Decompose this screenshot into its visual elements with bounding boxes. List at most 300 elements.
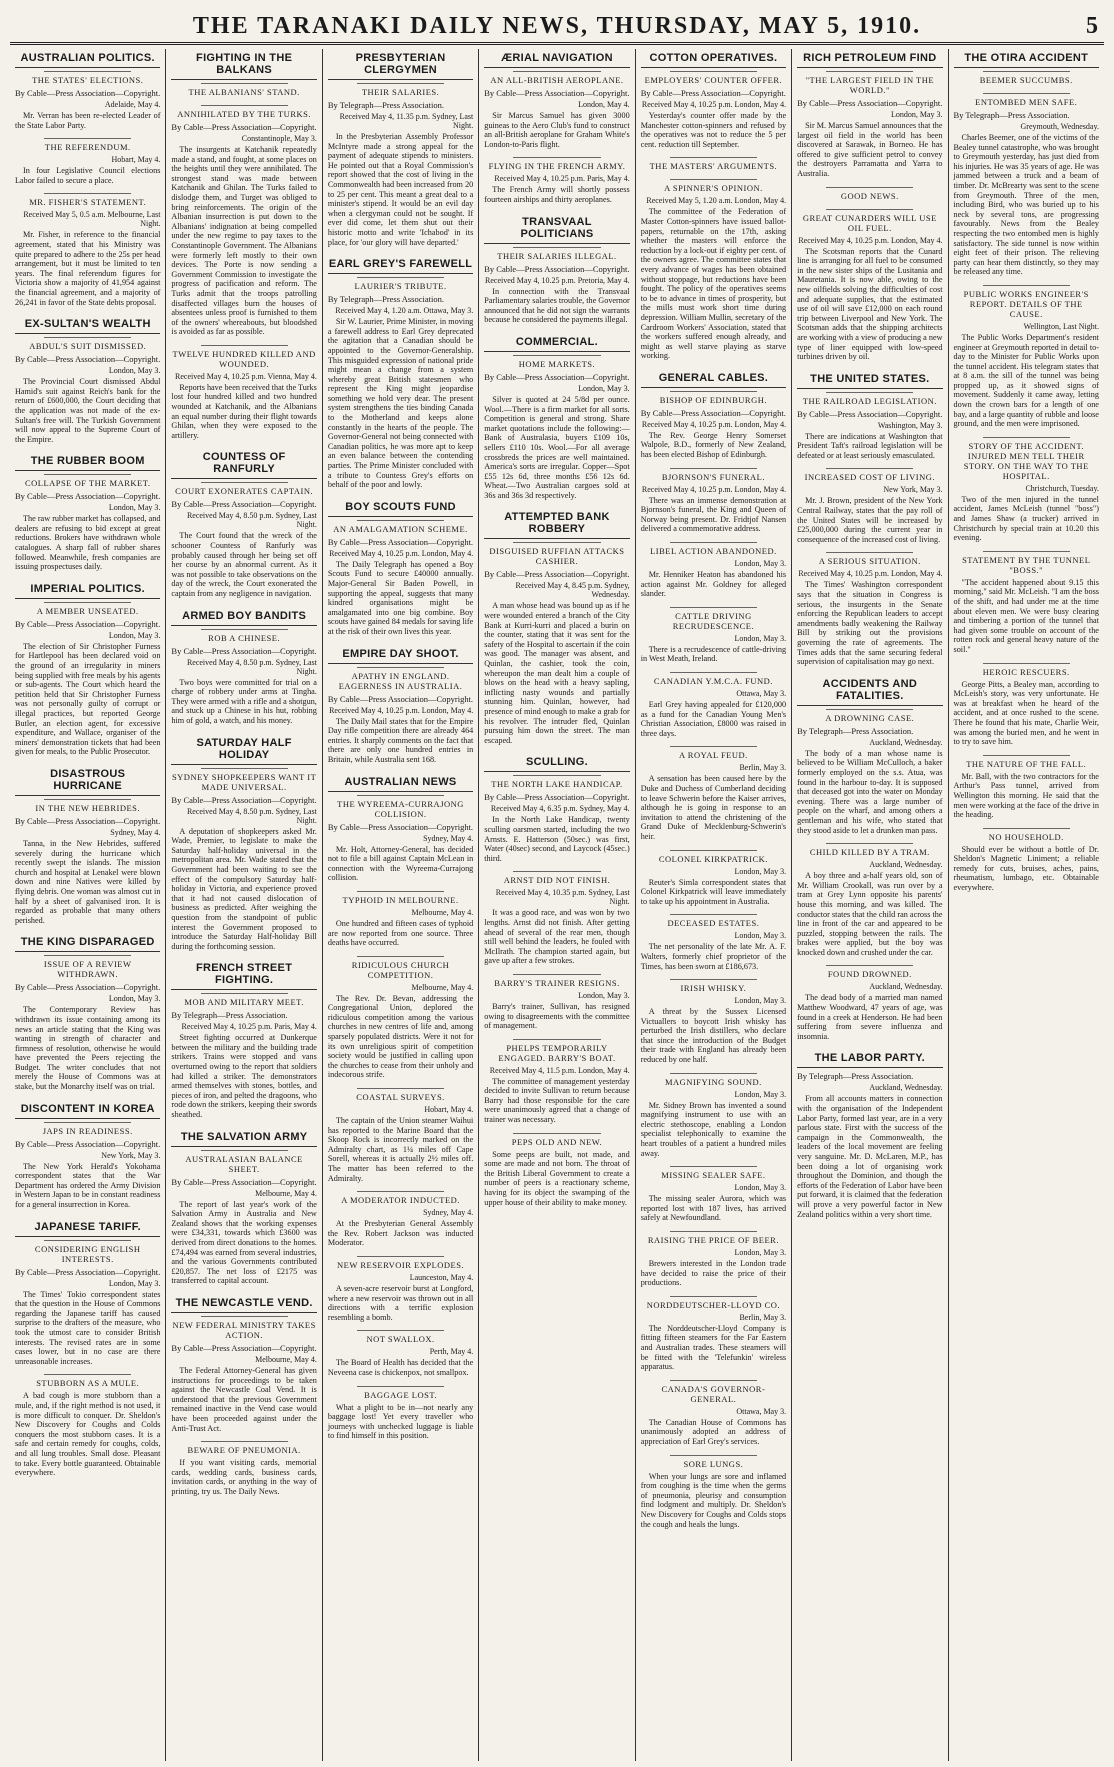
article-dateline: Received May 4, 10.25 p.m. London, May 4. [641, 419, 787, 429]
article-body: It was a good race, and was won by two lengths. Arnst did not finish. After getting ahead of several of the rear men, though still well behind the leaders, he fouled with McIlrath. The champion started again, but gave up after a few strokes. [484, 908, 630, 966]
article-body: Mr. Holt, Attorney-General, has decided not to file a bill against Captain McLean in connection with the Wyreema-Currajong collision. [327, 844, 474, 883]
article-headline: THE SALVATION ARMY [171, 1128, 316, 1147]
article [328, 891, 473, 948]
article-body: There is a recrudescence of cattle-driving in West Meath, Ireland. [640, 644, 787, 664]
article-body: Some peeps are built, not made, and some are made and not born. The throat of the British Liberal Government to create a number of peers is a reactionary scheme, having for its object the swamping of the upper house of their ability to make money. [484, 1149, 630, 1207]
article-subheading: IN THE NEW HEBRIDES. [35, 802, 141, 813]
rule-divider [983, 437, 1070, 438]
article-dateline: Received May 4, 11.35 p.m. Sydney, Last Night. [339, 112, 474, 130]
article [797, 965, 942, 1041]
article [484, 49, 629, 149]
article [954, 755, 1099, 820]
article-body: Sir M. Marcus Samuel announces that the largest oil field in the world has been discovered at Sarawak, in Borneo. He has offered to give sufficient petrol to convey the destroyers Parramatta and Yarra to Australia. [797, 121, 943, 178]
article-body: A boy three and a-half years old, son of Mr. William Crookall, was run over by a tram at Grey Lynn opposite his parents' house this morning, and was killed. The conductor states that the child ran across the line in front of the car and appeared to be puzzled, stopping between the rails. The brakes were applied, but the boy was knocked down and crushed under the car. [797, 871, 943, 957]
article [641, 1073, 786, 1159]
article-body: The Rev. George Henry Somerset Walpole, B.D., formerly of New Zealand, has been elected Bishop of Edinburgh. [640, 430, 787, 460]
article [15, 580, 160, 757]
article [641, 1380, 786, 1447]
rule-divider [513, 1039, 600, 1040]
article-body: There was an immense demonstration at Bjornson's funeral, the King and Queen of Norway being present. Dr. Fridtjof Nansen delivered a commemorative address. [640, 495, 787, 534]
article-headline: TRANSVAAL POLITICIANS [484, 213, 629, 244]
rule-divider [44, 1240, 131, 1241]
article [171, 1441, 316, 1496]
article-dateline: London, May 3. [108, 630, 161, 640]
article-headline: EX-SULTAN'S WEALTH [15, 315, 160, 334]
article [484, 1039, 629, 1125]
article-byline: By Cable—Press Association—Copyright. [484, 569, 630, 580]
rule-divider [513, 355, 600, 356]
article-subheading: BARRY'S TRAINER RESIGNS. [494, 977, 620, 988]
rule-divider [513, 775, 600, 776]
rule-divider [201, 83, 288, 84]
rule-divider [670, 1380, 757, 1381]
rule-divider [826, 392, 913, 393]
article-body: In the North Lake Handicap, twenty sculling oarsmen started, including the two Arnsts. E. Hatterson (50sec.) was first, Water (40sec) second, and Laycock (45sec.) third. [484, 815, 630, 863]
rule-divider [357, 956, 444, 957]
article-dateline: London, May 3. [734, 633, 787, 643]
article-subheading: AN ALL-BRITISH AEROPLANE. [490, 75, 624, 85]
article [328, 956, 473, 1080]
article-headline: SCULLING. [484, 753, 629, 772]
article-dateline: Received May 4, 11.5 p.m. London, May 4. [489, 1065, 630, 1075]
rule-divider [983, 551, 1070, 552]
article-headline: IMPERIAL POLITICS. [15, 580, 160, 599]
article-dateline: London, May 4. [578, 100, 630, 109]
rule-divider [670, 157, 757, 158]
article-dateline: Received May 4, 1.20 a.m. Ottawa, May 3. [335, 306, 474, 316]
article-dateline: London, May 3. [734, 931, 787, 941]
rule-divider [357, 277, 444, 278]
masthead [10, 6, 1104, 45]
article [641, 850, 786, 907]
rule-divider [826, 843, 913, 844]
article-dateline: New York, May 3. [883, 485, 943, 495]
article [171, 105, 316, 337]
article-subheading: STUBBORN AS A MULE. [36, 1378, 140, 1389]
rule-divider [670, 468, 757, 469]
article [484, 157, 629, 204]
rule-divider [513, 542, 600, 543]
article-subheading: PUBLIC WORKS ENGINEER'S REPORT. DETAILS OF THE CAUSE. [963, 288, 1089, 319]
article-body: The Norddeutscher-Lloyd Company is fitting fifteen steamers for the Far Eastern and Australian trades. These steamers will be fitted with the 'Telefunkin' wireless apparatus. [640, 1323, 787, 1372]
article-dateline: Launceston, May 4. [409, 1272, 474, 1282]
article-subheading: BEEMER SUCCUMBS. [979, 75, 1073, 85]
article-body: The New York Herald's Yokohama correspondent states that the War Department has ordered the Army Division in Western Japan to be in constant readiness for a general insurrection in Korea. [15, 1161, 161, 1210]
article-body: What a plight to be in—not nearly any baggage lost! Yet every traveller who journeys with unchecked luggage is liable to find himself in this position. [327, 1402, 474, 1441]
article-body: The Federal Attorney-General has given instructions for proceedings to be taken against the Newcastle Coal Vend. It is understood that the previous Government remained inactive in the Vend case would have been proceeded against under the Anti-Trust Act. [171, 1365, 317, 1433]
article [171, 49, 316, 97]
article-byline: By Cable—Press Association—Copyright. [327, 693, 474, 704]
article-body: The Rev. Dr. Bevan, addressing the Congregational Union, deplored the ridiculous competition among the various churches in new centres of life and, among sparsely populated districts. Were it not for its own unreligious spirit of competition society would be justified in calling upon the churches to cease from their unholy and indecorous strife. [327, 993, 474, 1080]
article-byline: By Cable—Press Association—Copyright. [15, 1138, 161, 1149]
article-dateline: Ottawa, May 3. [736, 1406, 787, 1416]
article [641, 914, 786, 971]
article-subheading: NORDDEUTSCHER-LLOYD CO. [646, 1299, 781, 1310]
article-body: A threat by the Sussex Licensed Victuallers to boycott Irish whisky has perturbed the Irish distillers, who declare that since the introduction of the Budget their trade with England has already been reduced by one half. [640, 1007, 787, 1065]
article-dateline: London, May 3. [108, 994, 161, 1004]
article [15, 193, 160, 307]
rule-divider [513, 247, 600, 248]
article-headline: THE OTIRA ACCIDENT [954, 49, 1099, 68]
rule-divider [826, 709, 913, 710]
article [15, 933, 160, 1091]
article-subheading: COURT EXONERATES CAPTAIN. [175, 486, 314, 497]
rule-divider [357, 1330, 444, 1331]
article-headline: DISASTROUS HURRICANE [15, 765, 160, 796]
article-dateline: Received May 4, 10.25 p.m. London, May 4. [329, 548, 474, 558]
article-subheading: CANADA'S GOVERNOR-GENERAL. [661, 1383, 766, 1404]
article [484, 974, 629, 1031]
article-body: Mr. Sidney Brown has invented a sound magnifying instrument to use with an electric stethoscope, enabling a London specialist telephonically to examine the heart troubles of a patient a hundred miles away. [640, 1100, 787, 1158]
article-dateline: Greymouth, Wednesday. [1020, 122, 1099, 131]
article [641, 49, 786, 149]
article [171, 1294, 316, 1433]
article [641, 1455, 786, 1530]
article-subheading: THE MASTERS' ARGUMENTS. [649, 161, 778, 172]
article-headline: COTTON OPERATIVES. [641, 49, 786, 68]
article-body: The Daily Telegraph has opened a Boy Scouts Fund to secure £40000 annually. Major-General Sir Baden Powell, in supporting the appeal, suggests that many kindred organisations might be amalgamated into one big combine. Boy scouts have gained 84 medals for saving life at the risk of their own lives this year. [327, 559, 474, 636]
article-headline: COUNTESS OF RANFURLY [171, 448, 316, 479]
article-byline: By Cable—Press Association—Copyright. [327, 536, 474, 547]
article-subheading: ISSUE OF A REVIEW WITHDRAWN. [43, 959, 132, 980]
rule-divider [513, 157, 600, 158]
rule-divider [357, 1256, 444, 1257]
article [328, 773, 473, 883]
article-byline: By Cable—Press Association—Copyright. [484, 792, 630, 803]
article-byline: By Cable—Press Association—Copyright. [797, 98, 943, 108]
article-body: Mr. Fisher, in reference to the financial agreement, stated that his Ministry was quite prepared to adhere to the 25s per head arrangement, but it must be limited to ten years. The final referendum figures for Victoria show a majority of 41,954 against the financial agreement, and a majority of 26,241 in favor of the State debts proposal. [15, 230, 161, 307]
article-byline: By Cable—Press Association—Copyright. [171, 1176, 317, 1187]
rule-divider [357, 83, 444, 84]
article-subheading: STORY OF THE ACCIDENT. INJURED MEN TELL THEIR STORY. ON THE WAY TO THE HOSPITAL. [963, 440, 1089, 481]
article-body: Silver is quoted at 24 5/8d per ounce. Wool.—There is a firm market for all sorts. Competition is general and strong. Share market quotations include the following:—Bank of Australasia, buyers £109 10s, sellers £110 10s. Wool.—For all average crossbreds the prices are well maintained. America's sorts are irregular. Copper—Spot £55 12s 6d, three months £56 12s 6d. Wheat.—Two Australian cargoes sold at 36s and 36s 3d respectively. [484, 394, 630, 500]
article [641, 157, 786, 171]
article-body: Reuter's Simla correspondent states that Colonel Kirkpatrick will leave immediately to take up his appointment in Australia. [640, 877, 787, 906]
article [641, 1231, 786, 1288]
rule-divider [357, 891, 444, 892]
rule-divider [357, 667, 444, 668]
article-subheading: AUSTRALASIAN BALANCE SHEET. [185, 1153, 303, 1174]
article-body: A bad cough is more stubborn than a mule, and, if the right method is not used, it is more difficult to conquer. Dr. Sheldon's New Discovery for Coughs and Colds conquers the most stubborn cases. It is a safe and certain remedy for coughs, colds, and all lung troubles. Small dose. Pleasant to take. Every bottle guaranteed. Obtainable everywhere. [15, 1391, 161, 1478]
article-headline: COMMERCIAL. [484, 333, 629, 352]
rule-divider [201, 1316, 288, 1317]
article-body: George Pitts, a Bealey man, according to McLeish's story, was very unfortunate. He was at breakfast when he heard of the accident, and at once rushed to the scene. There he found that his mate, Charlie Weir, was among the buried men, and he went in to try to save him. [953, 679, 1099, 747]
article-dateline: Auckland, Wednesday. [869, 737, 943, 747]
article-body: There are indications at Washington that President Taft's railroad legislation will be defeated or at least seriously emasculated. [797, 431, 943, 460]
article-dateline: Received May 4, 8.50 p.m. Sydney, Last Night. [186, 657, 317, 676]
article-subheading: HOME MARKETS. [518, 358, 596, 369]
article [641, 979, 786, 1065]
article-byline: By Cable—Press Association—Copyright. [484, 371, 630, 382]
article-headline: GENERAL CABLES. [641, 369, 786, 388]
rule-divider [670, 542, 757, 543]
article-subheading: THEIR SALARIES. [361, 87, 440, 97]
rule-divider [670, 914, 757, 915]
article-subheading: COLONEL KIRKPATRICK. [658, 853, 768, 864]
article-dateline: London, May 3. [578, 383, 630, 393]
rule-divider [826, 552, 913, 553]
article [797, 468, 942, 544]
article-headline: THE RUBBER BOOM [15, 452, 160, 471]
article-byline: By Cable—Press Association—Copyright. [171, 499, 317, 510]
article-subheading: A MEMBER UNSEATED. [36, 605, 139, 616]
article-body: The committee of management yesterday decided to invite Sullivan to return because Barry had those responsible for the care were unanimously agreed that a change of trainer was necessary. [484, 1076, 630, 1125]
article-byline: By Cable—Press Association—Copyright. [15, 618, 161, 629]
article-byline: By Telegraph—Press Association. [953, 110, 1070, 120]
article-subheading: ROB A CHINESE. [208, 632, 281, 643]
article-byline: By Cable—Press Association—Copyright. [15, 88, 161, 98]
rule-divider [357, 520, 444, 521]
article [484, 508, 629, 745]
article-subheading: MR. FISHER'S STATEMENT. [29, 197, 147, 208]
article [328, 1088, 473, 1183]
article [954, 437, 1099, 543]
article-subheading: COLLAPSE OF THE MARKET. [24, 478, 151, 489]
article-byline: By Telegraph—Press Association. [327, 100, 444, 110]
article-subheading: LAURIER'S TRIBUTE. [354, 281, 447, 292]
article-subheading: ENTOMBED MEN SAFE. [975, 97, 1078, 107]
rule-divider [983, 93, 1070, 94]
article [15, 315, 160, 444]
article [15, 1100, 160, 1210]
article-subheading: THE NORTH LAKE HANDICAP. [491, 779, 623, 790]
rule-divider [670, 672, 757, 673]
rule-divider [201, 993, 288, 994]
article-dateline: Washington, May 3. [877, 420, 943, 430]
article [15, 138, 160, 185]
rule-divider [44, 955, 131, 956]
article-dateline: Received May 4, 8.45 p.m. Sydney, Wednesday. [515, 581, 630, 600]
article-subheading: ANNIHILATED BY THE TURKS. [177, 109, 311, 119]
rule-divider [983, 663, 1070, 664]
rule-divider [44, 337, 131, 338]
article-dateline: Perth, May 4. [429, 1347, 474, 1357]
article-body: The committee of the Federation of Master Cotton-spinners have issued ballot-papers, returnable on the 17th, asking whether the masters will enforce the reduction by a lock-out if eighty per cent. of the owners agree. The committee states that every advance of wages has been obtained without stoppage, but reductions have been fought. The policy of the operatives seems to be to advance in times of prosperity, but the mills must work short time during depression. William Mullin, secretary of the Cardroom Workers' Association, stated that the workers suffered enough already, and might as well starve playing as starve working. [640, 207, 787, 361]
article [641, 672, 786, 738]
article [328, 1191, 473, 1248]
article [484, 1133, 629, 1208]
article-subheading: FOUND DROWNED. [827, 969, 912, 980]
article [641, 1296, 786, 1372]
article-headline: EARL GREY'S FAREWELL [328, 255, 473, 274]
article-dateline: Received May 4, 10.35 p.m. Sydney, Last Night. [495, 888, 630, 907]
article [328, 255, 473, 490]
article [171, 448, 316, 598]
article-subheading: INCREASED COST OF LIVING. [804, 472, 936, 483]
rule-divider [201, 482, 288, 483]
article-body: The Contemporary Review has withdrawn its issue containing among its news an article stating that the King was wanting in strength of character and firmness of resolution, otherwise he would have prevented the Peers rejecting the Budget. The writer concludes that not merely the House of Commons was at stake, but the Monarchy itself was on trial. [15, 1005, 161, 1092]
article-subheading: A ROYAL FEUD. [679, 750, 748, 761]
article-byline: By Cable—Press Association—Copyright. [171, 794, 317, 805]
article-headline: EMPIRE DAY SHOOT. [328, 645, 473, 664]
article [171, 734, 316, 952]
article-dateline: Melbourne, May 4. [411, 982, 474, 992]
article-byline: By Cable—Press Association—Copyright. [15, 815, 161, 826]
article-dateline: London, May 3. [734, 559, 787, 569]
rule-divider [826, 187, 913, 188]
article-dateline: Melbourne, May 4. [255, 1354, 317, 1364]
article-subheading: LIBEL ACTION ABANDONED. [650, 546, 777, 557]
article-subheading: DISGUISED RUFFIAN ATTACKS CASHIER. [489, 546, 625, 567]
article-dateline: Constantinople, May 3. [241, 134, 317, 143]
article-headline: RICH PETROLEUM FIND [797, 49, 942, 68]
rule-divider [201, 345, 288, 346]
rule-divider [670, 1073, 757, 1074]
article [797, 370, 942, 461]
article-subheading: THE ALBANIANS' STAND. [188, 87, 300, 97]
article-body: Two boys were committed for trial on a charge of robbery under arms at Tingha. They were armed with a rifle and a shotgun, and stuck up a Chinese in his hut, robbing him of gold, a watch, and his money. [171, 677, 317, 725]
rule-divider [201, 629, 288, 630]
column-1 [10, 49, 166, 1761]
article [797, 552, 942, 666]
article [15, 1374, 160, 1477]
article-byline: By Telegraph—Press Association. [797, 725, 914, 736]
article [797, 187, 942, 201]
article-byline: By Cable—Press Association—Copyright. [640, 407, 786, 418]
article-headline: ARMED BOY BANDITS [171, 607, 316, 626]
article-dateline: Received May 4, 10.25 p.m. London, May 4. [641, 100, 787, 109]
article-dateline: Received May 5, 0.5 a.m. Melbourne, Last Night. [23, 210, 161, 229]
article-headline: AUSTRALIAN POLITICS. [15, 49, 160, 68]
article [954, 551, 1099, 655]
article-dateline: Berlin, May 3. [739, 763, 787, 773]
article-subheading: COASTAL SURVEYS. [356, 1092, 445, 1103]
article-dateline: Received May 5, 1.20 a.m. London, May 4. [646, 196, 787, 206]
article-dateline: Melbourne, May 4. [411, 907, 474, 917]
article-dateline: Received May 4, 10.25 p.m. Pretoria, May 4. [485, 275, 630, 285]
article-body: When your lungs are sore and inflamed from coughing is the time when the germs of pneumonia, pleurisy and consumption find lodgment and multiply. Dr. Sheldon's New Discovery for Coughs and Colds stops the cough and heals the lungs. [640, 1471, 787, 1529]
article-subheading: ABDUL'S SUIT DISMISSED. [29, 341, 147, 352]
rule-divider [201, 768, 288, 769]
article-body: In the Presbyterian Assembly Professor McIntyre made a strong appeal for the payment of adequate stipends to ministers. He pointed out that a Royal Commission's report showed that the cost of living in the Commonwealth had been increased from 20 to 25 per cent. This meant a great deal to a minister's stipend. It would be an evil day when a clergyman could not be sought. If ever did come, let them shut out their historic motto and write 'Ichabod' in its place, for 'our glory will have departed.' [327, 132, 474, 247]
rule-divider [513, 1133, 600, 1134]
article [15, 765, 160, 925]
article-body: Earl Grey having appealed for £120,000 as a fund for the Canadian Young Men's Christian Association, £8000 was raised in three days. [640, 700, 787, 738]
article-subheading: IRISH WHISKY. [680, 983, 747, 994]
article-dateline: London, May 3. [890, 110, 943, 119]
rule-divider [357, 1386, 444, 1387]
article-body: A sensation has been caused here by the Duke and Duchess of Cumberland deciding to leave Schwerin before the Kaiser arrives, although he is going in response to an invitation to attend the christening of the Grand Duke of Mecklenburg-Schwerin's heir. [640, 774, 787, 841]
article-dateline: Received May 4, 10.25 p.m. Paris, May 4. [494, 174, 630, 184]
rule-divider [513, 974, 600, 975]
rule-divider [670, 1231, 757, 1232]
article-dateline: London, May 3. [108, 366, 161, 376]
article-subheading: CONSIDERING ENGLISH INTERESTS. [34, 1243, 141, 1264]
rule-divider [44, 1374, 131, 1375]
article-subheading: THEIR SALARIES ILLEGAL. [497, 250, 617, 261]
article-subheading: STATEMENT BY THE TUNNEL "BOSS." [962, 554, 1091, 575]
article-body: A seven-acre reservoir burst at Longford, where a new reservoir was thrown out in all directions with a terrific explosion resembling a bomb. [327, 1283, 474, 1322]
article-dateline: New York, May 3. [101, 1150, 161, 1160]
article [484, 753, 629, 863]
page-number: 5 [1086, 13, 1098, 39]
article-body: The report of last year's work of the Salvation Army in Australia and New Zealand shows that the working expenses were £34,331, towards which £3600 was derived from direct donations to the homes. £74,494 was earned from several industries, and the various Governments contributed £20,857. The net loss of £2175 was transferred to capital account. [171, 1199, 317, 1286]
article-dateline: Hobart, May 4. [424, 1105, 474, 1115]
rule-divider [826, 209, 913, 210]
article-byline: By Cable—Press Association—Copyright. [327, 821, 474, 832]
article-subheading: CHILD KILLED BY A TRAM. [809, 847, 930, 858]
article-dateline: London, May 3. [734, 1089, 787, 1099]
article [484, 213, 629, 325]
article [15, 452, 160, 572]
article-byline: By Cable—Press Association—Copyright. [15, 1266, 161, 1277]
article-body: A deputation of shopkeepers asked Mr. Wade, Premier, to legislate to make the Saturday half-holiday universal in the metropolitan area. Mr. Wade stated that the Government had been waiting to see the effect of the compulsory Saturday half-holiday in Victoria, and experience proved that it had not caused dislocation of business as predicted. After weighing the question from the standpoint of public interest the Government proposed to introduce the Saturday Half-holiday Bill during the forthcoming session. [171, 826, 317, 951]
article-subheading: RAISING THE PRICE OF BEER. [647, 1235, 779, 1245]
article-byline: By Telegraph—Press Association. [327, 294, 444, 305]
article-subheading: A DROWNING CASE. [825, 712, 915, 723]
columns [10, 49, 1104, 1761]
article-dateline: Received May 4, 6.35 p.m. Sydney, May 4. [490, 804, 630, 814]
article-subheading: GOOD NEWS. [840, 190, 899, 201]
article-body: The election of Sir Christopher Furness for Hartlepool has been declared void on the ground of an irregularity in miners being supplied with free meals by his agents or sub-agents. The Court which heard the petition held that Sir Christopher Furness was not personally guilty of corrupt or illegal practices, but reported George Butler, an election agent, for excessive expenditure, and Wallace, organiser of the miners' demonstration tickets that had been given for meals, to the Public Prosecutor. [15, 641, 161, 757]
article-body: The net personality of the late Mr. A. F. Walters, formerly chief proprietor of the Times, has been sworn at £186,673. [640, 942, 787, 971]
article-subheading: AN AMALGAMATION SCHEME. [333, 523, 468, 534]
rule-divider [44, 71, 131, 72]
article-body: One hundred and fifteen cases of typhoid are now reported from one source. Three deaths have occurred. [327, 918, 474, 948]
rule-divider [513, 871, 600, 872]
rule-divider [826, 468, 913, 469]
article-dateline: Sydney, May 4. [110, 827, 161, 837]
article-subheading: THE REFERENDUM. [44, 142, 131, 153]
article-body: The body of a man whose name is believed to be William McCulloch, a baker formerly employed on the s.s. Atua, was found in the harbour to-day. It is supposed that deceased got into the water on Monday evening. There was a large number of people on the wharf, and among others a gentleman and his wife, who stated that they stood aside to let a drunken man pass. [797, 748, 943, 835]
article [641, 746, 786, 841]
article-subheading: GREAT CUNARDERS WILL USE OIL FUEL. [802, 212, 937, 233]
article-byline: By Cable—Press Association—Copyright. [15, 491, 161, 502]
rule-divider [670, 71, 757, 72]
article [641, 542, 786, 599]
article-dateline: London, May 3. [734, 1248, 787, 1257]
article-headline: FRENCH STREET FIGHTING. [171, 959, 316, 990]
article-body: Two of the men injured in the tunnel accident, James McLeish (tunnel "boss") and James Shaw (a trucker) arrived in Christchurch by special train at 10.20 this evening. [953, 494, 1099, 543]
article-byline: By Cable—Press Association—Copyright. [171, 645, 317, 656]
article-subheading: A SERIOUS SITUATION. [818, 556, 921, 567]
article-headline: THE LABOR PARTY. [797, 1049, 942, 1068]
article-subheading: A MODERATOR INDUCTED. [341, 1195, 460, 1206]
article-headline: BOY SCOUTS FUND [328, 498, 473, 517]
article-dateline: London, May 3. [578, 990, 630, 1000]
article-body: Mr. Henniker Heaton has abandoned his action against Mr. Goldney for alleged slander. [640, 570, 787, 599]
column-2 [166, 49, 322, 1761]
article-subheading: "THE LARGEST FIELD IN THE WORLD." [805, 75, 935, 95]
article-dateline: Christchurch, Tuesday. [1025, 483, 1099, 493]
rule-divider [44, 799, 131, 800]
rule-divider [670, 179, 757, 180]
article-dateline: Melbourne, May 4. [255, 1188, 317, 1198]
article-subheading: PEPS OLD AND NEW. [511, 1136, 603, 1147]
article-dateline: Received May 4, 10.25 p.m. Paris, May 4. [181, 1022, 317, 1032]
article-byline: By Cable—Press Association—Copyright. [171, 1342, 317, 1353]
article-body: Tanna, in the New Hebrides, suffered severely during the hurricane which recently swept the islands. The mission church and hospital at Lenakel were blown down and nine Natives were killed by flying debris. One woman was almost cut in half by a sheet of galvanised iron. It is regarded as probable that many others perished. [15, 838, 161, 925]
article-dateline: London, May 3. [108, 503, 161, 513]
article [641, 607, 786, 664]
article-subheading: MISSING SEALER SAFE. [661, 1170, 766, 1181]
article-dateline: Auckland, Wednesday. [869, 1083, 943, 1093]
article-byline: By Cable—Press Association—Copyright. [640, 88, 786, 98]
newspaper-title: THE TARANAKI DAILY NEWS, THURSDAY, MAY 5, 1910. [192, 13, 922, 39]
article [484, 871, 629, 966]
article-dateline: Received May 4, 10.25 p.m. London, May 4. [329, 705, 474, 715]
article-subheading: A SPINNER'S OPINION. [664, 183, 763, 194]
article-body: In four Legislative Council elections Labor failed to secure a place. [15, 166, 161, 185]
article-subheading: TWELVE HUNDRED KILLED AND WOUNDED. [172, 348, 316, 369]
article [797, 49, 942, 179]
article-byline: By Cable—Press Association—Copyright. [797, 408, 943, 419]
article-body: The Times' Washington correspondent says that the situation in Congress is serious, the insurgents in the Senate enforcing the Republican leaders to accept amendments badly weakening the Railway Bill by striking out the provisions governing the rate of agreements. The Times adds that the same securing federal supervision of capitalisation may go next. [797, 580, 943, 667]
column-6 [792, 49, 948, 1761]
article-subheading: NEW RESERVOIR EXPLODES. [337, 1259, 465, 1270]
article [641, 179, 786, 361]
column-4 [479, 49, 635, 1761]
